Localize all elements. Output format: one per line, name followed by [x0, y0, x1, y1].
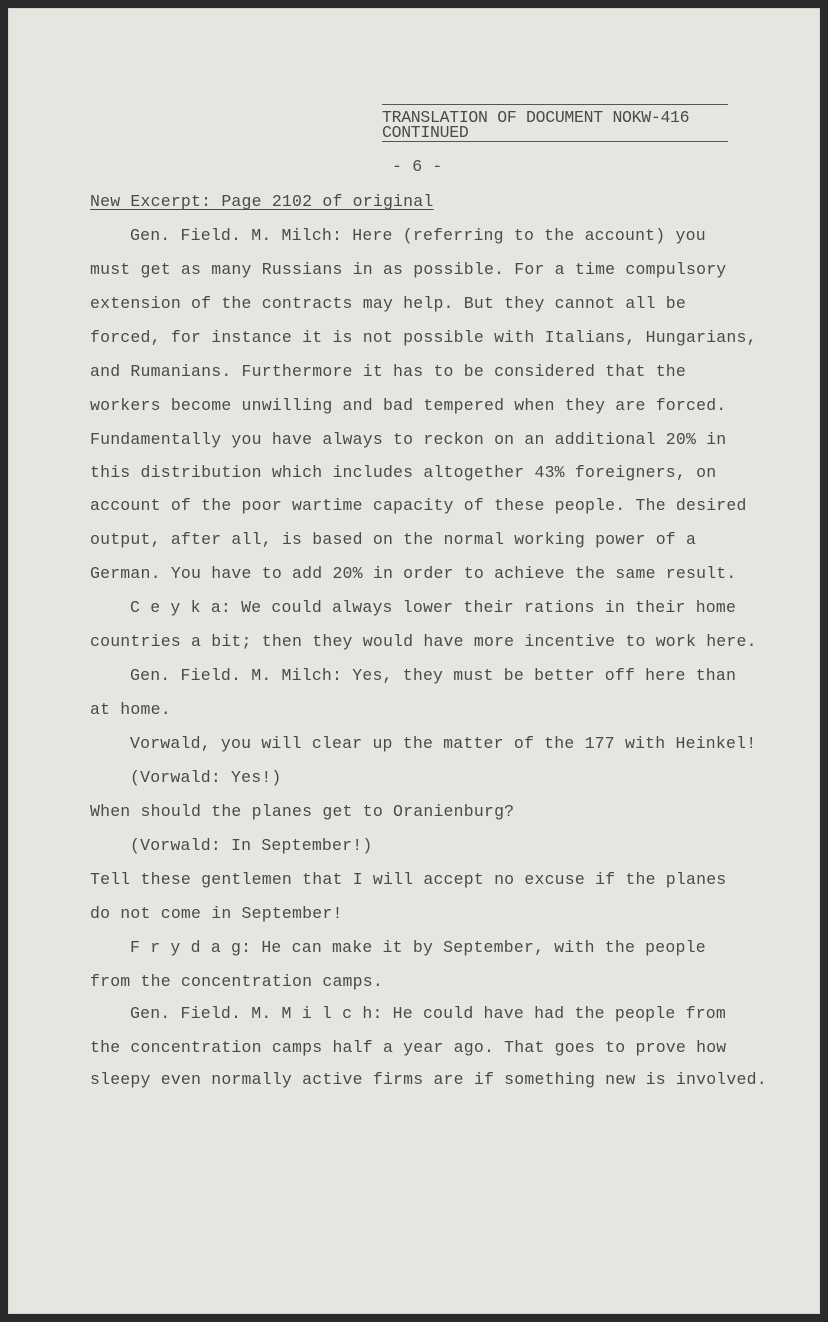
- body-line: Tell these gentlemen that I will accept no excuse if the planes: [90, 870, 727, 889]
- header-rule-top: [382, 104, 728, 105]
- body-line: countries a bit; then they would have more incentive to work here.: [90, 632, 757, 651]
- body-line: Gen. Field. M. Milch: Yes, they must be better off here than: [130, 666, 737, 685]
- body-line: must get as many Russians in as possible. For a time compulsory: [90, 260, 727, 279]
- body-line: this distribution which includes altogether 43% foreigners, on: [90, 463, 717, 482]
- body-line: (Vorwald: In September!): [130, 836, 373, 855]
- body-line: output, after all, is based on the normal working power of a: [90, 530, 697, 549]
- body-line: Gen. Field. M. M i l c h: He could have had the people from: [130, 1004, 726, 1023]
- body-line: the concentration camps half a year ago. That goes to prove how: [90, 1038, 727, 1057]
- body-line: German. You have to add 20% in order to achieve the same result.: [90, 564, 737, 583]
- header-title-line1: TRANSLATION OF DOCUMENT NOKW-416: [382, 108, 690, 127]
- body-line: account of the poor wartime capacity of these people. The desired: [90, 496, 747, 515]
- body-line: When should the planes get to Oranienburg?: [90, 802, 515, 821]
- body-line: and Rumanians. Furthermore it has to be considered that the: [90, 362, 686, 381]
- header-title-line2: CONTINUED: [382, 123, 469, 142]
- body-line: Vorwald, you will clear up the matter of the 177 with Heinkel!: [130, 734, 757, 753]
- body-line: F r y d a g: He can make it by September, with the people: [130, 938, 706, 957]
- body-line: sleepy even normally active firms are if something new is involved.: [90, 1070, 767, 1089]
- body-line: workers become unwilling and bad tempered when they are forced.: [90, 396, 727, 415]
- body-line: forced, for instance it is not possible with Italians, Hungarians,: [90, 328, 757, 347]
- page-number: - 6 -: [392, 157, 443, 176]
- document-page: [8, 8, 820, 1314]
- body-line: extension of the contracts may help. But they cannot all be: [90, 294, 686, 313]
- body-line: do not come in September!: [90, 904, 343, 923]
- header-rule-bottom: [382, 141, 728, 142]
- body-line: Gen. Field. M. Milch: Here (referring to the account) you: [130, 226, 706, 245]
- excerpt-heading: New Excerpt: Page 2102 of original: [90, 192, 434, 211]
- body-line: from the concentration camps.: [90, 972, 383, 991]
- body-line: C e y k a: We could always lower their rations in their home: [130, 598, 737, 617]
- body-line: at home.: [90, 700, 171, 719]
- body-line: (Vorwald: Yes!): [130, 768, 282, 787]
- body-line: Fundamentally you have always to reckon on an additional 20% in: [90, 430, 727, 449]
